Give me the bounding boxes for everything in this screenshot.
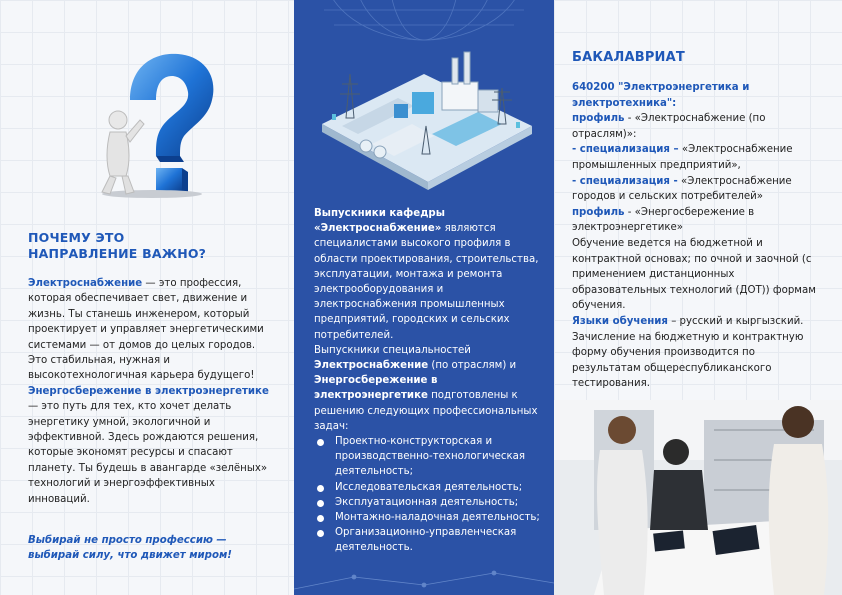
power-station-illustration [302,34,546,206]
question-mark-illustration [92,48,222,198]
bachelor-heading: БАКАЛАВРИАТ [572,50,685,65]
list-item: Эксплуатационная деятельность; [314,495,540,510]
left-panel [0,0,294,595]
term-power-supply: Электроснабжение [28,278,143,289]
list-item: Организационно-управленческая деятельность. [314,525,540,555]
list-item: Исследовательская деятельность; [314,480,540,495]
program-details: 640200 "Электроэнергетика и электротехника": профиль - «Электроснабжение (по отраслям)»: - специализация – «Электроснабжение промышленных предприятий», - специализация - «Электроснабжение городов и сельских потребителей» профиль - «Энергосбережение в электроэнергетике» Обучение ведется на бюджетной и контрактной основах; по очной и заочной (с применением дистанционных образовательных технологий (ДОТ)) формам обучения. Языки обучения – русский и кыргызский. Зачисление на бюджетную и контрактную форму обучения производится по результатам общереспубликанского тестирования. [572,82,816,390]
graduates-description: Выпускники кафедры «Электроснабжение» являются специалистами высокого профиля в области проектирования, строительства, эксплуатации, монтажа и ремонта электрооборудования и электроснабжения промышленных предприятий, городских и сельских потребителей. Выпускники специальностей Электроснабжение (по отраслям) и Энергосбережение в электроэнергетике подготовлены к решению следующих профессиональных задач: Проектно-конструкторская и производственно-технологическая деятельность; Исследовательская деятельность; Эксплуатационная деятельность; Монтажно-наладочная деятельность; Организационно-управленческая деятельность. [314,206,540,556]
slogan: Выбирай не просто профессию — выбирай силу, что движет миром! [28,535,232,562]
why-heading: ПОЧЕМУ ЭТО НАПРАВЛЕНИЕ ВАЖНО? [28,230,207,261]
program-code: 640200 "Электроэнергетика и электротехника": [572,82,750,109]
list-item: Проектно-конструкторская и производственно-технологическая деятельность; [314,434,540,480]
why-body: Электроснабжение — это профессия, которая обеспечивает свет, движение и жизнь. Ты станешь инженером, который проектирует и управляет энергетическими системами — от домов до целых городов. Это стабильная, нужная и высокотехнологичная карьера будущего! Энергосбережение в электроэнергетике — это путь для тех, кто хочет делать энергетику умной, экологичной и эффективной. Здесь рождаются решения, которые экономят ресурсы и спасают планету. Ты будешь в авангарде «зелёных» технологий и энергоэффективных инноваций. [28,278,269,505]
right-panel [554,0,842,595]
term-energy-saving: Энергосбережение в электроэнергетике [28,385,269,397]
middle-panel [294,0,554,595]
network-line-decoration [294,565,554,595]
tasks-list [314,434,540,556]
students-lab-photo [554,400,842,595]
department-name: Выпускники кафедры «Электроснабжение» [314,208,445,235]
list-item: Монтажно-наладочная деятельность; [314,510,540,525]
